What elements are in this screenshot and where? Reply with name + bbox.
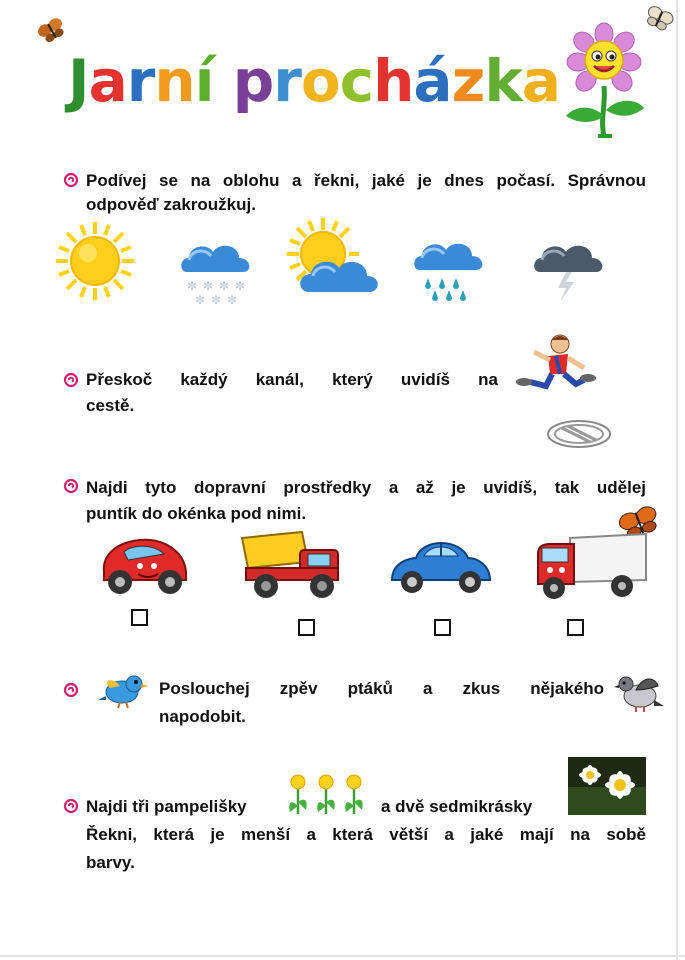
rain-cloud-icon[interactable]	[410, 236, 490, 302]
title-letter: n	[154, 47, 195, 115]
jump-task-line1: Přeskoč každý kanál, který uvidíš na	[86, 370, 498, 389]
swirl-bullet-icon	[63, 478, 79, 494]
storm-cloud-icon[interactable]	[530, 238, 610, 304]
sun-icon[interactable]	[54, 220, 136, 302]
title-letter: h	[373, 47, 414, 115]
birds-task-line2: napodobit.	[159, 707, 246, 726]
snow-cloud-icon[interactable]	[177, 238, 257, 308]
checkbox-blue-car[interactable]	[434, 619, 451, 636]
svg-text:✻: ✻	[203, 279, 214, 293]
svg-text:✻: ✻	[187, 279, 198, 293]
flowers-task-line1b: a dvě sedmikrásky	[381, 797, 533, 816]
checkbox-dump-truck[interactable]	[298, 619, 315, 636]
dump-truck-icon	[238, 528, 348, 602]
jump-task-line2: cestě.	[86, 396, 135, 415]
title-letter: a	[88, 47, 127, 115]
title-letter: c	[339, 47, 374, 115]
red-car-icon	[98, 532, 190, 596]
page-edge	[0, 955, 685, 957]
swirl-bullet-icon	[63, 798, 79, 814]
vehicles-task-line1: Najdi tyto dopravní prostředky a až je uvidíš, tak udělej	[86, 478, 646, 497]
page-title	[68, 47, 561, 115]
vehicles-task-line2: puntík do okénka pod nimi.	[86, 504, 307, 523]
title-letter: o	[300, 47, 340, 115]
title-letter: í	[194, 47, 214, 115]
page-edge	[676, 0, 678, 960]
checkbox-red-car[interactable]	[131, 609, 148, 626]
daisies-photo-icon	[568, 757, 646, 815]
svg-text:✻: ✻	[211, 293, 222, 307]
title-letter: J	[68, 47, 89, 115]
flowers-task-line3: barvy.	[86, 853, 135, 872]
svg-text:✻: ✻	[235, 279, 246, 293]
title-letter: z	[451, 47, 485, 115]
title-letter: á	[413, 47, 452, 115]
flowers-task-line1a: Najdi tři pampelišky	[86, 797, 247, 816]
title-letter: r	[273, 47, 301, 115]
blue-beetle-car-icon	[386, 534, 494, 600]
sun-cloud-icon[interactable]	[287, 218, 381, 302]
blue-bird-icon	[98, 670, 150, 710]
swirl-bullet-icon	[63, 682, 79, 698]
checkbox-delivery-truck[interactable]	[567, 619, 584, 636]
birds-task-line1: Poslouchej zpěv ptáků a zkus nějakého	[159, 679, 604, 698]
title-letter: k	[484, 47, 522, 115]
title-letter: r	[126, 47, 155, 115]
weather-task-line1: Podívej se na oblohu a řekni, jaké je dnes počasí. Správnou	[86, 171, 646, 190]
smiling-flower-icon	[560, 24, 650, 142]
pigeon-icon	[614, 670, 664, 714]
svg-text:✻: ✻	[195, 293, 206, 307]
title-letter	[214, 52, 233, 110]
flowers-task-line2: Řekni, která je menší a která větší a jaké mají na sobě	[86, 825, 646, 844]
title-letter: p	[232, 47, 274, 115]
swirl-bullet-icon	[63, 372, 79, 388]
dandelions-icon	[286, 772, 372, 816]
title-letter: a	[521, 47, 561, 115]
weather-task-line2: odpověď zakroužkuj.	[86, 195, 256, 214]
manhole-cover-icon	[546, 418, 612, 450]
svg-text:✻: ✻	[227, 293, 238, 307]
swirl-bullet-icon	[63, 172, 79, 188]
delivery-truck-icon	[534, 532, 650, 602]
butterfly-icon	[38, 18, 66, 44]
running-boy-icon	[512, 332, 596, 398]
svg-text:✻: ✻	[219, 279, 230, 293]
